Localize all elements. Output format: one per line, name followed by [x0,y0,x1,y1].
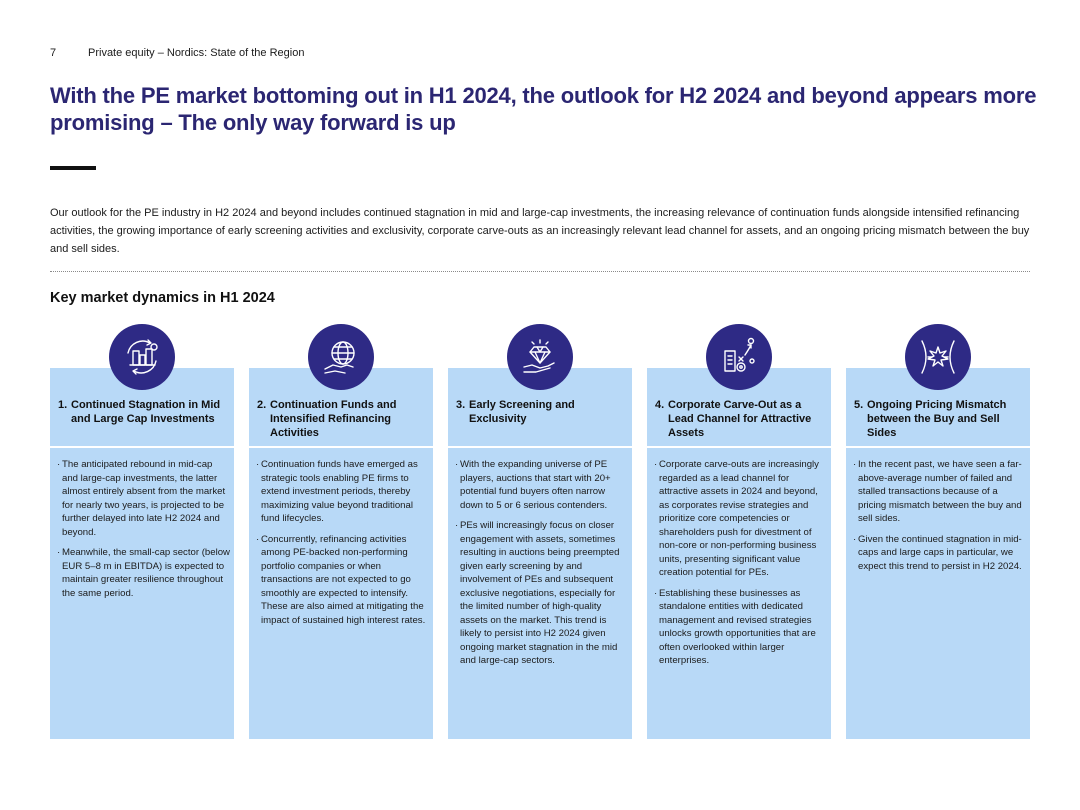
card-title [854,398,1026,440]
card-number: 1. [58,399,68,411]
card-title [655,398,827,440]
bullet-list [256,458,430,634]
page-number: 7 [50,47,57,59]
page-title: With the PE market bottoming out in H1 2024, the outlook for H2 2024 and beyond appears more promising – The only way forward is up [50,83,1037,135]
card-number: 4. [655,399,665,411]
dotted-divider [50,271,1030,272]
dynamics-card-2 [249,368,433,739]
card-title [456,398,628,426]
bullet-text: Continuation funds have emerged as strategic tools enabling PE firms to extend investment periods, thereby maximizing value beyond traditional fund lifecycles. [261,459,418,524]
bullet-item: · Corporate carve-outs are increasingly regarded as a lead channel for attractive assets in 2024 and beyond, as corporates revise strategies and prioritize core competencies or shareholders push for divestment of non-core or non-performing business units, presenting significant value creation potential for PEs. [654,458,828,580]
bullet-text: Meanwhile, the small-cap sector (below EUR 5–8 m in EBITDA) is expected to maintain greater resilience throughout the same period. [62,547,230,599]
card-title-text: Continuation Funds and Intensified Refinancing Activities [270,399,397,439]
strategy-building-icon [706,324,772,390]
bullet-item: · Establishing these businesses as standalone entities with dedicated management and revised strategies unlocks growth opportunities that are often overlooked within larger enterprises. [654,587,828,668]
card-title-text: Ongoing Pricing Mismatch between the Buy and Sell Sides [867,399,1007,439]
bullet-item: · Given the continued stagnation in mid-caps and large caps in particular, we expect this trend to persist in H2 2024. [853,533,1027,574]
bullet-text: In the recent past, we have seen a far-above-average number of failed and stalled transactions because of a pricing mismatch between the buy and sell sides. [858,459,1022,524]
clash-arrows-icon [905,324,971,390]
bullet-text: PEs will increasingly focus on closer engagement with assets, sometimes resulting in auctions being preempted given early screening by and involvement of PEs and subsequent exclusive negotiations, especially for the limited number of high-quality assets on the market. This trend is likely to persist into H2 2024 given ongoing market stagnation in the mid and large-cap sectors. [460,520,620,666]
globe-handshake-icon [308,324,374,390]
card-title-text: Early Screening and Exclusivity [469,399,575,425]
bullet-text: Given the continued stagnation in mid-caps and large caps in particular, we expect this trend to persist in H2 2024. [858,533,1022,572]
card-number: 5. [854,399,864,411]
card-number: 3. [456,399,466,411]
card-title [58,398,230,426]
bullet-item: · PEs will increasingly focus on closer engagement with assets, sometimes resulting in auctions being preempted given early screening by and involvement of PEs and subsequent exclusive negotiations, especially for the limited number of high-quality assets on the market. This trend is likely to persist into H2 2024 given ongoing market stagnation in the mid and large-cap sectors. [455,519,629,668]
intro-paragraph: Our outlook for the PE industry in H2 2024 and beyond includes continued stagnation in mid and large-cap investments, the increasing relevance of continuation funds alongside intensified refinancing activities, the growing importance of early screening activities and exclusivity, corporate carve-outs as an increasingly relevant lead channel for assets, and an ongoing pricing mismatch between the buy and sell sides. [50,207,1030,255]
card-body [50,448,234,739]
bullet-text: With the expanding universe of PE players, auctions that start with 20+ potential fund buyers often narrow down to 5 or 6 serious contenders. [460,459,611,511]
bullet-list [654,458,828,675]
title-underline [50,166,96,170]
bullet-item: · In the recent past, we have seen a far-above-average number of failed and stalled transactions because of a pricing mismatch between the buy and sell sides. [853,458,1027,526]
card-body [846,448,1030,739]
running-title: Private equity – Nordics: State of the Region [88,47,305,59]
city-cycle-icon [109,324,175,390]
card-body [647,448,831,739]
bullet-text: The anticipated rebound in mid-cap and large-cap investments, the latter almost entirely absent from the market for nearly two years, is projected to be further delayed into late H2 2024 and beyond. [62,459,226,538]
card-title [257,398,429,440]
bullet-item: · The anticipated rebound in mid-cap and large-cap investments, the latter almost entirely absent from the market for nearly two years, is projected to be further delayed into late H2 2024 and beyond. [57,458,231,539]
bullet-item: · With the expanding universe of PE players, auctions that start with 20+ potential fund buyers often narrow down to 5 or 6 serious contenders. [455,458,629,512]
running-header [50,47,304,59]
bullet-text: Corporate carve-outs are increasingly regarded as a lead channel for attractive assets in 2024 and beyond, as corporates revise strategies and prioritize core competencies or shareholders push for divestment of non-core or non-performing business units, presenting significant value creation potential for PEs. [659,459,819,578]
bullet-item: · Concurrently, refinancing activities among PE-backed non-performing portfolio companies or when transactions are not expected to go smoothly are expected to intensify. These are also aimed at mitigating the impact of sustained high interest rates. [256,533,430,628]
section-title: Key market dynamics in H1 2024 [50,290,275,306]
card-title-text: Continued Stagnation in Mid and Large Cap Investments [71,399,221,425]
card-body [448,448,632,739]
dynamics-card-4 [647,368,831,739]
bullet-list [57,458,231,607]
bullet-list [853,458,1027,580]
bullet-text: Concurrently, refinancing activities among PE-backed non-performing portfolio companies or when transactions are not expected to go smoothly are expected to intensify. These are also aimed at mitigating the impact of sustained high interest rates. [261,533,426,626]
dynamics-card-1 [50,368,234,739]
dynamics-card-3 [448,368,632,739]
bullet-text: Establishing these businesses as standalone entities with dedicated management and revised strategies unlocks growth opportunities that are often overlooked within larger enterprises. [659,587,816,666]
bullet-item: · Continuation funds have emerged as strategic tools enabling PE firms to extend investment periods, thereby maximizing value beyond traditional fund lifecycles. [256,458,430,526]
diamond-hand-icon [507,324,573,390]
card-body [249,448,433,739]
bullet-item: · Meanwhile, the small-cap sector (below EUR 5–8 m in EBITDA) is expected to maintain greater resilience throughout the same period. [57,547,230,599]
bullet-list [455,458,629,675]
dynamics-card-5 [846,368,1030,739]
card-number: 2. [257,399,267,411]
card-title-text: Corporate Carve-Out as a Lead Channel for Attractive Assets [668,399,812,439]
